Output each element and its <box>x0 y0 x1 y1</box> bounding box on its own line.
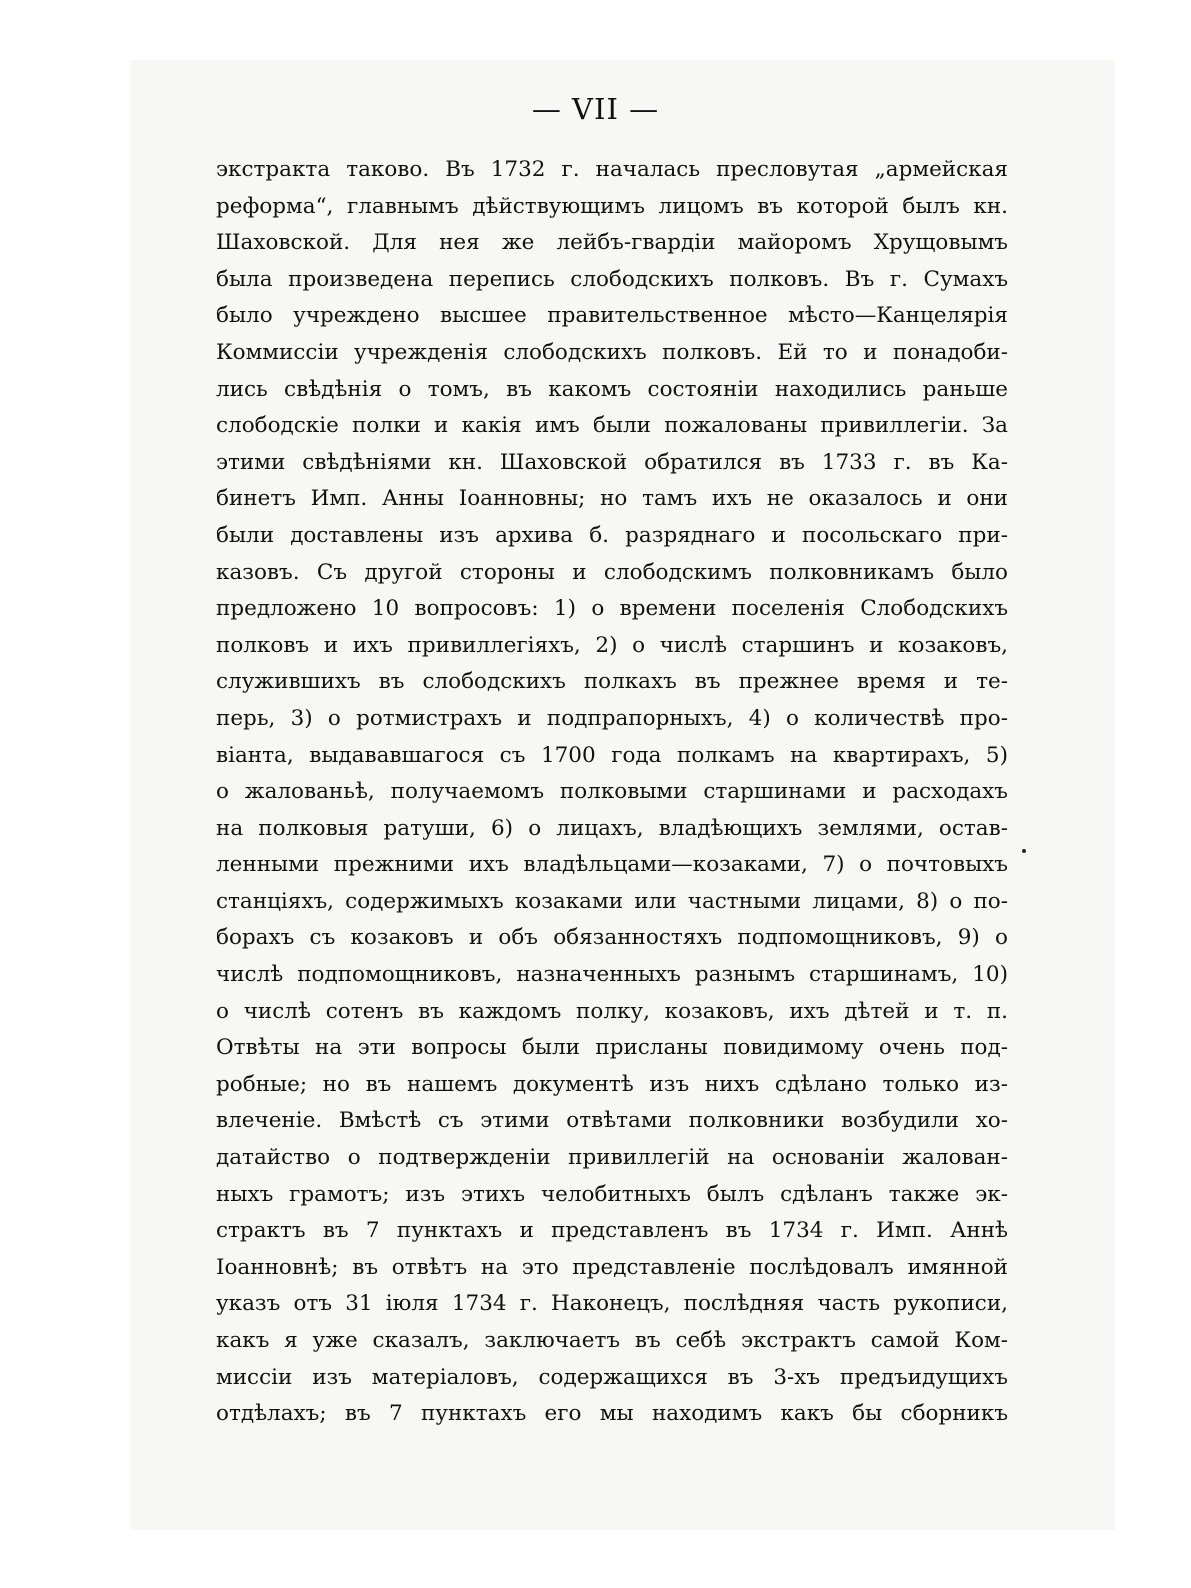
text-line: казовъ. Съ другой стороны и слободскимъ полковникамъ было <box>216 559 1008 585</box>
text-line: перь, 3) о ротмистрахъ и подпрапорныхъ, 4) о количествѣ про- <box>216 705 1008 731</box>
text-line: этими свѣдѣніями кн. Шаховской обратился въ 1733 г. въ Ка- <box>216 449 1008 475</box>
text-line: были доставлены изъ архива б. разряднаго и посольскаго при- <box>216 522 1008 548</box>
page-number: — VII — <box>531 92 660 126</box>
text-line: была произведена перепись слободскихъ полковъ. Въ г. Сумахъ <box>216 266 1008 292</box>
text-line: ныхъ грамотъ; изъ этихъ челобитныхъ былъ сдѣланъ также эк- <box>216 1181 1008 1207</box>
text-line: слободскіе полки и какія имъ были пожалованы привиллегіи. За <box>216 413 1008 439</box>
text-line: на полковыя ратуши, 6) о лицахъ, владѣющихъ землями, остав- <box>216 815 1008 841</box>
text-line: влеченіе. Вмѣстѣ съ этими отвѣтами полковники возбудили хо- <box>216 1108 1008 1134</box>
text-line: лись свѣдѣнія о томъ, въ какомъ состояніи находились раньше <box>216 376 1008 402</box>
text-line: Шаховской. Для нея же лейбъ-гвардіи майоромъ Хрущовымъ <box>216 230 1008 256</box>
text-line: страктъ въ 7 пунктахъ и представленъ въ 1734 г. Имп. Аннѣ <box>216 1218 1008 1244</box>
text-line: предложено 10 вопросовъ: 1) о времени поселенія Слободскихъ <box>216 596 1008 622</box>
scan-speck <box>1022 849 1026 853</box>
text-line: Отвѣты на эти вопросы были присланы повидимому очень под- <box>216 1035 1008 1061</box>
text-line: робные; но въ нашемъ документѣ изъ нихъ сдѣлано только из- <box>216 1071 1008 1097</box>
text-line: борахъ съ козаковъ и объ обязанностяхъ подпомощниковъ, 9) о <box>216 925 1008 951</box>
text-line: экстракта таково. Въ 1732 г. началась пресловутая „армейская <box>216 157 1008 182</box>
text-line: віанта, выдававшагося съ 1700 года полкамъ на квартирахъ, 5) <box>216 742 1008 768</box>
text-line: реформа“, главнымъ дѣйствующимъ лицомъ въ которой былъ кн. <box>216 193 1008 219</box>
text-line: Коммиссіи учрежденія слободскихъ полковъ. Ей то и понадоби- <box>216 339 1008 365</box>
text-line: служившихъ въ слободскихъ полкахъ въ прежнее время и те- <box>216 669 1008 695</box>
text-line: бинетъ Имп. Анны Іоанновны; но тамъ ихъ не оказалось и они <box>216 486 1008 512</box>
text-line: миссіи изъ матеріаловъ, содержащихся въ 3-хъ предъидущихъ <box>216 1364 1008 1390</box>
text-line: о числѣ сотенъ въ каждомъ полку, козаковъ, ихъ дѣтей и т. п. <box>216 998 1008 1024</box>
text-line: станціяхъ, содержимыхъ козаками или частными лицами, 8) о по- <box>216 888 1008 914</box>
text-line: ленными прежними ихъ владѣльцами—козаками, 7) о почтовыхъ <box>216 852 1008 878</box>
body-text <box>216 152 1008 1433</box>
text-line: указъ отъ 31 іюля 1734 г. Наконецъ, послѣдняя часть рукописи, <box>216 1291 1008 1317</box>
text-line: Іоанновнѣ; въ отвѣтъ на это представленіе послѣдовалъ имянной <box>216 1254 1008 1280</box>
text-line: датайство о подтвержденіи привиллегій на основаніи жалован- <box>216 1145 1008 1171</box>
text-line: было учреждено высшее правительственное мѣсто—Канцелярія <box>216 303 1008 329</box>
text-line: полковъ и ихъ привиллегіяхъ, 2) о числѣ старшинъ и козаковъ, <box>216 632 1008 658</box>
text-line: о жалованьѣ, получаемомъ полковыми старшинами и расходахъ <box>216 779 1008 805</box>
text-line: отдѣлахъ; въ 7 пунктахъ его мы находимъ какъ бы сборникъ <box>216 1401 1008 1427</box>
text-line: числѣ подпомощниковъ, назначенныхъ разнымъ старшинамъ, 10) <box>216 962 1008 988</box>
text-line: какъ я уже сказалъ, заключаетъ въ себѣ экстрактъ самой Ком- <box>216 1328 1008 1353</box>
